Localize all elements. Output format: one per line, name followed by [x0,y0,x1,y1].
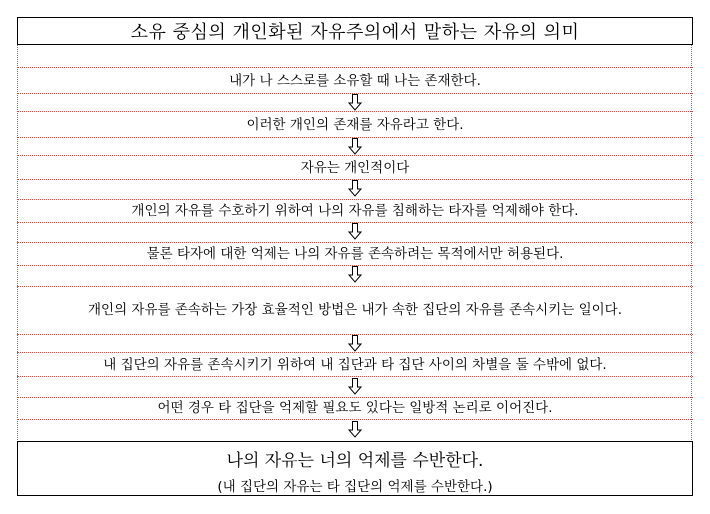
dotted-separator [17,419,693,420]
conclusion-sub: (내 집단의 자유는 타 집단의 억제를 수반한다.) [217,479,493,495]
step-text: 내 집단의 자유를 존속시키기 위하여 내 집단과 타 집단 사이의 차별을 둘 수밖에 없다. [103,356,607,373]
hollow-down-arrow-icon [17,378,693,396]
hollow-down-arrow-icon [17,266,693,284]
hollow-down-arrow-icon [17,421,693,439]
hollow-down-arrow-icon [17,223,693,241]
dotted-separator [17,376,693,377]
conclusion-main: 나의 자유는 너의 억제를 수반한다. [226,451,484,471]
conclusion-box [17,441,693,496]
hollow-down-arrow-icon [17,94,693,112]
step-text: 개인의 자유를 존속하는 가장 효율적인 방법은 내가 속한 집단의 자유를 존속시키는 일이다. [87,302,622,318]
step-text: 개인의 자유를 수호하기 위하여 나의 자유를 침해하는 타자를 억제해야 한다. [131,202,579,219]
flow-step [17,286,693,334]
hollow-down-arrow-icon [17,180,693,198]
title-text: 소유 중심의 개인화된 자유주의에서 말하는 자유의 의미 [130,22,580,43]
step-text: 물론 타자에 대한 억제는 나의 자유를 존속하려는 목적에서만 허용된다. [146,245,564,262]
flow-step [17,199,693,222]
flow-step [17,69,693,93]
flow-step [17,353,693,376]
flow-step [17,242,693,265]
flow-step [17,156,693,179]
step-text: 내가 나 스스로를 소유할 때 나는 존재한다. [229,73,481,89]
flow-step [17,113,693,137]
flow-step [17,397,693,419]
dotted-separator [17,67,693,68]
step-text: 이러한 개인의 존재를 자유라고 한다. [246,117,464,133]
hollow-down-arrow-icon [17,138,693,156]
hollow-down-arrow-icon [17,335,693,353]
step-text: 자유는 개인적이다 [300,159,410,176]
step-text: 어떤 경우 타 집단을 억제할 필요도 있다는 일방적 논리로 이어진다. [157,400,553,416]
page-title [17,17,693,45]
